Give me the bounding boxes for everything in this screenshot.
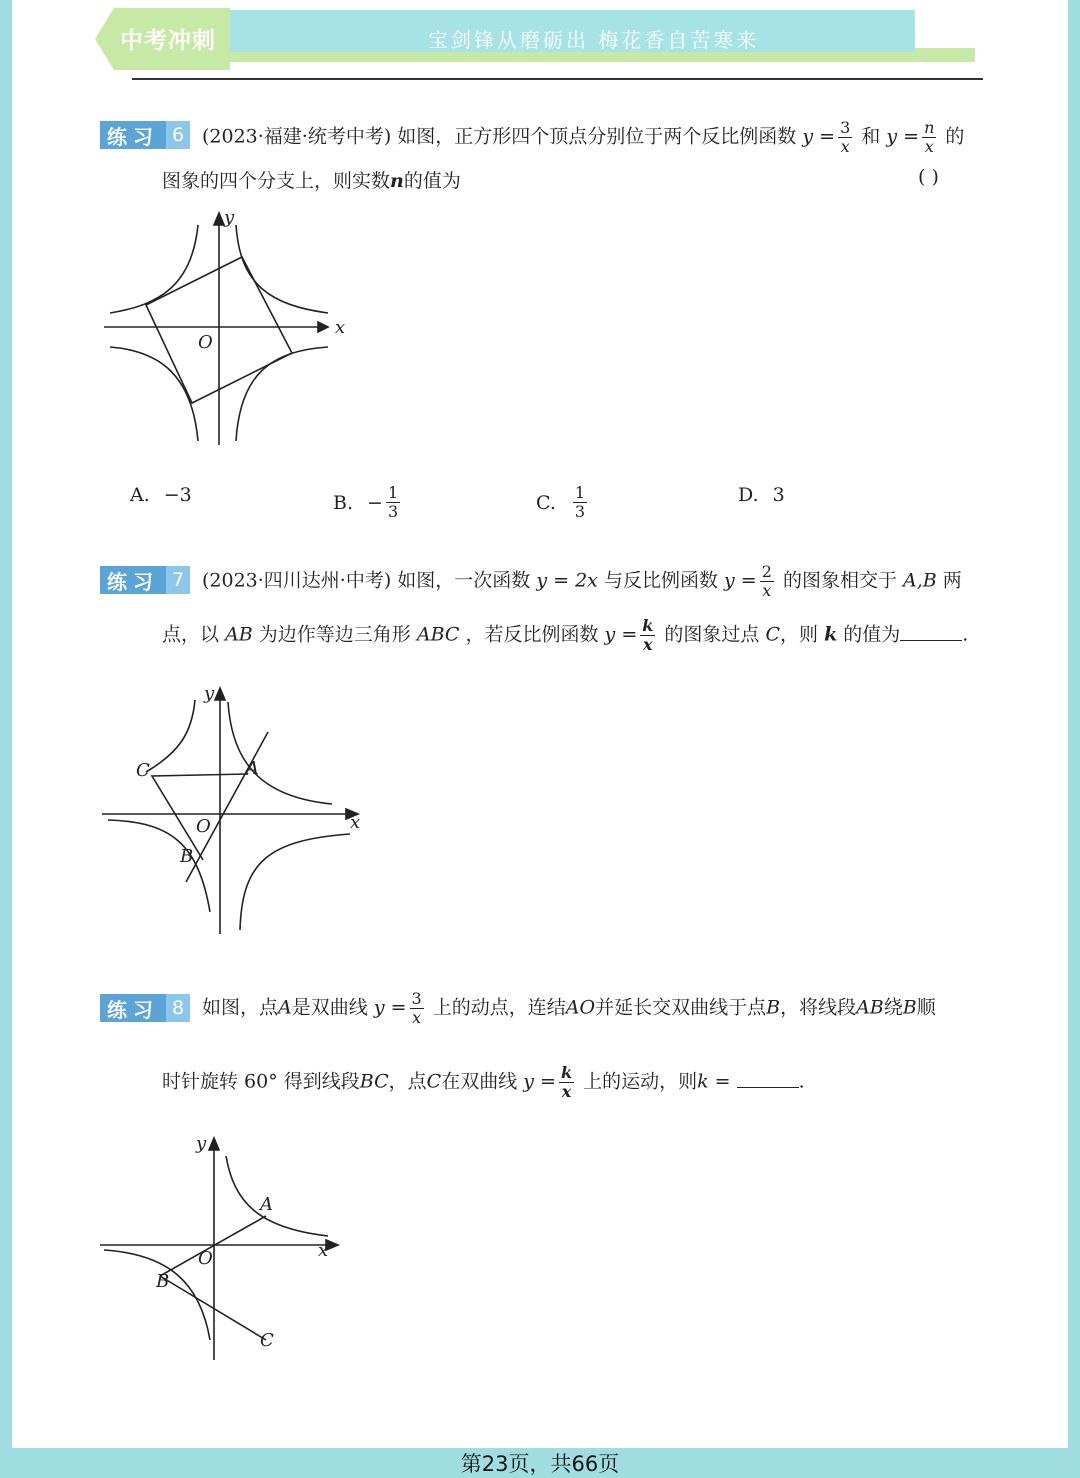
exercise-label-text: 练习 [100, 566, 166, 594]
exercise-8-label [100, 994, 190, 1022]
answer-parentheses: ( ) [918, 166, 939, 188]
axis-label-y: y [224, 207, 235, 228]
origin-label: O [196, 816, 211, 837]
fraction: $\frac{n}{x}$ [924, 118, 935, 156]
ex7-question-line1: (2023·四川达州·中考) 如图，一次函数 y = 2x 与反比例函数 y = $\frac{2}{x}$ 的图象相交于 A,B 两 [202, 562, 962, 600]
ex6-figure [100, 205, 350, 450]
option-c[interactable]: C. $\frac{1}{3}$ [536, 483, 586, 521]
ex8-question-line1: 如图，点A是双曲线 y = $\frac{3}{x}$ 上的动点，连结AO并延长交双曲线于点B，将线段AB绕B顺 [202, 989, 936, 1027]
axis-label-y: y [196, 1133, 207, 1154]
ex7-question-line2: 点，以 AB 为边作等边三角形 ABC ，若反比例函数 y = $\frac{k}{x}$ 的图象过点 C，则 k 的值为 . [162, 616, 969, 654]
origin-label: O [198, 1248, 213, 1269]
exercise-number: 8 [166, 994, 190, 1022]
page-footer: 第23页，共66页 [460, 1452, 620, 1476]
exercise-7-label [100, 566, 190, 594]
exercise-label-text: 练习 [100, 994, 166, 1022]
option-b[interactable]: B. − $\frac{1}{3}$ [333, 483, 399, 521]
point-label-c: C [136, 760, 150, 781]
option-d[interactable]: D. 3 [738, 484, 785, 506]
ex6-question-line2: 图象的四个分支上，则实数n的值为 [162, 170, 461, 192]
point-label-a: A [246, 758, 259, 779]
exercise-number: 7 [166, 566, 190, 594]
point-label-b: B [156, 1271, 170, 1292]
fraction: $\frac{3}{x}$ [840, 118, 851, 156]
answer-blank[interactable] [900, 624, 962, 641]
axis-label-x: x [350, 812, 361, 833]
exercise-number: 6 [166, 121, 190, 149]
option-a[interactable]: A. −3 [130, 484, 192, 506]
axis-label-y: y [204, 683, 215, 704]
page-header [0, 0, 1080, 80]
section-tag: 中考冲刺 [120, 28, 216, 54]
axis-label-x: x [335, 317, 346, 338]
ex7-figure [100, 682, 370, 942]
exercise-label-text: 练习 [100, 121, 166, 149]
header-motto: 宝剑锋从磨砺出 梅花香自苦寒来 [428, 28, 760, 52]
ex8-figure [98, 1132, 348, 1367]
point-label-c: C [260, 1330, 274, 1351]
exercise-6-label [100, 121, 190, 149]
answer-blank[interactable] [737, 1071, 799, 1088]
ex6-question-line1: (2023·福建·统考中考) 如图，正方形四个顶点分别位于两个反比例函数 y = $\frac{3}{x}$ 和 y = $\frac{n}{x}$ 的 [202, 118, 965, 156]
header-rule [132, 78, 983, 80]
point-label-a: A [260, 1194, 273, 1215]
axis-label-x: x [318, 1240, 329, 1261]
point-label-b: B [180, 846, 194, 867]
origin-label: O [198, 332, 213, 353]
ex8-question-line2: 时针旋转 60° 得到线段BC，点C在双曲线 y = $\frac{k}{x}$ 上的运动，则k = . [162, 1063, 805, 1101]
